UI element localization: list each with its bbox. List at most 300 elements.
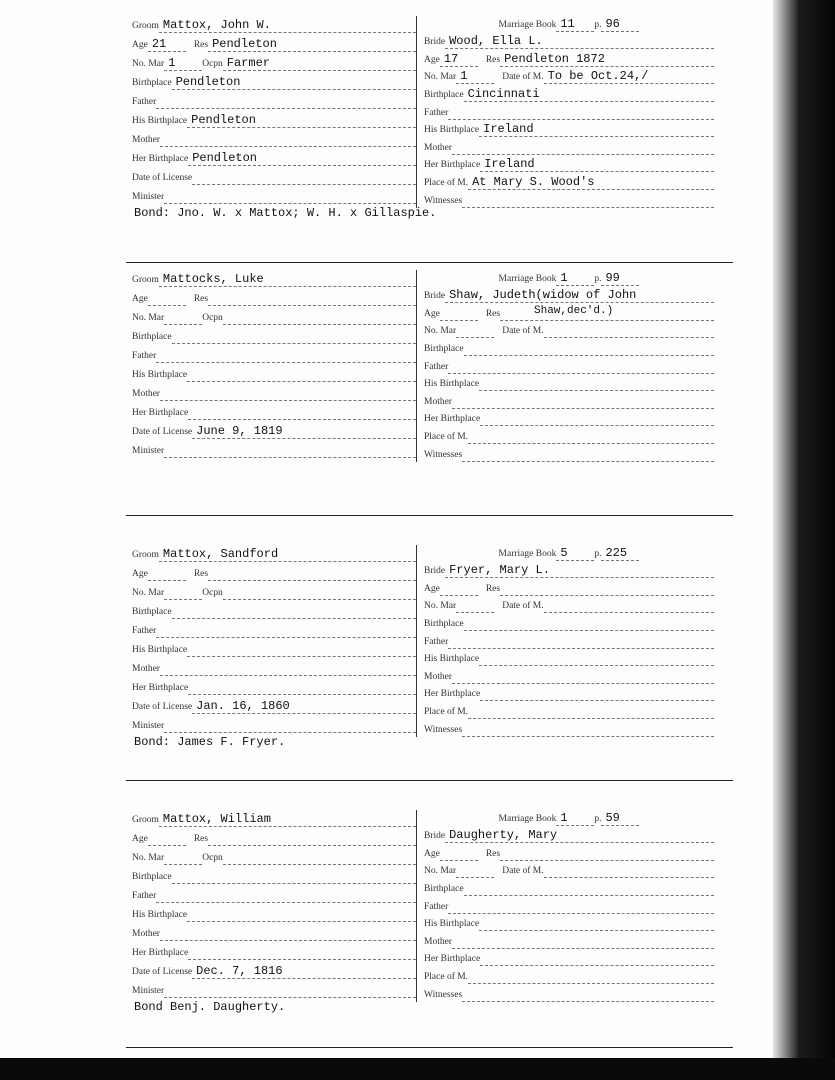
bride-age-label: Age: [424, 308, 440, 319]
bride-witnesses-row: [424, 444, 714, 462]
bride-birthplace-label: Birthplace: [424, 89, 464, 100]
bride-his-birthplace-value: [479, 390, 714, 391]
bride-his-birthplace-row: [424, 374, 714, 392]
groom-his-birthplace-row: [132, 109, 416, 128]
groom-row: [132, 268, 416, 287]
page-number-value: 99: [601, 272, 639, 286]
bride-age-value: [440, 595, 478, 596]
groom-birthplace-value: [172, 618, 416, 619]
bride-age-res-row: [424, 843, 714, 861]
bride-his-birthplace-value: [479, 665, 714, 666]
bride-his-birthplace-label: His Birthplace: [424, 379, 480, 390]
bride-value: Wood, Ella L.: [445, 35, 714, 49]
bride-witnesses-label: Witnesses: [424, 449, 463, 460]
bride-res-label: Res: [485, 848, 501, 859]
groom-no-mar-value: [164, 324, 202, 325]
bride-birthplace-label: Birthplace: [424, 618, 464, 629]
page-number-value: 225: [601, 547, 639, 561]
bride-father-value: [448, 373, 714, 374]
bride-no-mar-value: 1: [456, 70, 494, 84]
bride-date-of-m-value: [544, 877, 714, 878]
bride-age-label: Age: [424, 54, 440, 65]
groom-no-mar-label: No. Mar: [132, 313, 165, 323]
groom-ocpn-label: Ocpn: [202, 59, 223, 69]
marriage-book-value: 5: [556, 547, 594, 561]
groom-birthplace-value: [172, 883, 416, 884]
bride-label: Bride: [424, 37, 446, 48]
bride-father-value: [448, 648, 714, 649]
groom-minister-label: Minister: [132, 721, 165, 731]
bride-place-of-m-label: Place of M.: [424, 177, 469, 188]
groom-his-birthplace-value: [187, 656, 416, 657]
groom-date-of-license-value: June 9, 1819: [192, 425, 416, 439]
groom-date-of-license-row: [132, 420, 416, 439]
bride-row: [424, 561, 714, 579]
marriage-book-value: 11: [556, 18, 594, 32]
page-number-value: 96: [601, 18, 639, 32]
groom-her-birthplace-value: Pendleton: [188, 152, 416, 166]
page-number-label: p.: [594, 273, 602, 284]
bride-his-birthplace-label: His Birthplace: [424, 919, 480, 930]
bride-witnesses-label: Witnesses: [424, 195, 463, 206]
groom-age-label: Age: [132, 40, 148, 50]
bride-value: Shaw, Judeth(widow of John: [445, 289, 714, 303]
bride-mother-label: Mother: [424, 936, 452, 947]
groom-label: Groom: [132, 815, 159, 825]
scan-bottom-edge: [0, 1058, 835, 1080]
bride-date-of-m-label: Date of M.: [502, 866, 544, 877]
groom-age-res-row: [132, 33, 416, 52]
bride-date-of-m-value: [544, 612, 714, 613]
bride-row: [424, 286, 714, 304]
groom-ocpn-label: Ocpn: [202, 313, 223, 323]
groom-minister-label: Minister: [132, 192, 165, 202]
marriage-book-row: [424, 268, 714, 286]
groom-mar-ocpn-row: [132, 581, 416, 600]
bride-birthplace-value: [464, 895, 714, 896]
bride-place-of-m-label: Place of M.: [424, 706, 469, 717]
groom-mother-value: [160, 940, 416, 941]
bride-her-birthplace-label: Her Birthplace: [424, 160, 481, 171]
groom-his-birthplace-row: [132, 903, 416, 922]
groom-no-mar-label: No. Mar: [132, 853, 165, 863]
groom-res-value: [208, 580, 416, 581]
groom-birthplace-label: Birthplace: [132, 607, 172, 617]
bride-res-value: Pendleton 1872: [500, 53, 714, 67]
bride-mother-label: Mother: [424, 396, 452, 407]
bride-her-birthplace-value: [480, 965, 714, 966]
bride-date-of-m-label: Date of M.: [502, 326, 544, 337]
bride-birthplace-value: [464, 355, 714, 356]
bride-place-of-m-value: [468, 718, 714, 719]
page-number-value: 59: [601, 812, 639, 826]
bride-no-mar-label: No. Mar: [424, 326, 457, 337]
groom-her-birthplace-label: Her Birthplace: [132, 683, 189, 693]
bride-date-of-m-label: Date of M.: [502, 601, 544, 612]
groom-birthplace-label: Birthplace: [132, 78, 172, 88]
groom-date-of-license-value: Dec. 7, 1816: [192, 965, 416, 979]
bride-witnesses-value: [462, 207, 714, 208]
groom-no-mar-value: [164, 599, 202, 600]
groom-date-of-license-value: Jan. 16, 1860: [192, 700, 416, 714]
groom-section: [132, 543, 416, 733]
bride-name-continuation: Shaw,dec'd.): [534, 305, 614, 317]
bride-her-birthplace-label: Her Birthplace: [424, 414, 481, 425]
groom-mother-value: [160, 400, 416, 401]
bride-place-of-m-row: [424, 172, 714, 190]
groom-birthplace-row: [132, 71, 416, 90]
bride-her-birthplace-label: Her Birthplace: [424, 954, 481, 965]
bride-value: Daugherty, Mary: [445, 829, 714, 843]
marriage-book-value: 1: [556, 812, 594, 826]
groom-ocpn-value: [223, 324, 416, 325]
bride-his-birthplace-label: His Birthplace: [424, 125, 480, 136]
groom-mother-row: [132, 382, 416, 401]
marriage-record-card: [126, 543, 726, 753]
bride-label: Bride: [424, 831, 446, 842]
bride-witnesses-value: [462, 736, 714, 737]
page-number-label: p.: [594, 813, 602, 824]
bride-birthplace-value: [464, 630, 714, 631]
groom-mar-ocpn-row: [132, 306, 416, 325]
bride-no-mar-value: [456, 877, 494, 878]
bride-res-label: Res: [485, 583, 501, 594]
bride-res-label: Res: [485, 308, 501, 319]
groom-his-birthplace-value: [187, 381, 416, 382]
groom-ocpn-label: Ocpn: [202, 853, 223, 863]
groom-father-value: [156, 362, 416, 363]
groom-row: [132, 14, 416, 33]
groom-father-row: [132, 344, 416, 363]
groom-minister-value: [164, 457, 416, 458]
groom-birthplace-row: [132, 865, 416, 884]
card-separator-line: [126, 1047, 733, 1048]
groom-ocpn-label: Ocpn: [202, 588, 223, 598]
groom-her-birthplace-value: [188, 419, 416, 420]
bride-witnesses-label: Witnesses: [424, 724, 463, 735]
groom-his-birthplace-label: His Birthplace: [132, 910, 188, 920]
column-divider: [416, 545, 417, 737]
groom-label: Groom: [132, 21, 159, 31]
groom-father-label: Father: [132, 97, 157, 107]
bond-note: Bond: Jno. W. x Mattox; W. H. x Gillaspie.: [134, 206, 437, 220]
groom-mother-value: [160, 675, 416, 676]
bride-res-value: [500, 595, 714, 596]
bride-no-mar-value: [456, 612, 494, 613]
card-separator-line: [126, 262, 733, 263]
bride-label: Bride: [424, 291, 446, 302]
marriage-book-value: 1: [556, 272, 594, 286]
bride-res-value: [500, 860, 714, 861]
groom-minister-row: [132, 439, 416, 458]
bride-age-value: [440, 320, 478, 321]
bride-place-of-m-label: Place of M.: [424, 971, 469, 982]
bride-father-row: [424, 896, 714, 914]
groom-his-birthplace-row: [132, 363, 416, 382]
bride-mar-date-row: [424, 321, 714, 339]
bride-age-value: 17: [440, 53, 478, 67]
marriage-book-row: [424, 808, 714, 826]
groom-minister-row: [132, 979, 416, 998]
groom-minister-value: [164, 732, 416, 733]
bride-witnesses-label: Witnesses: [424, 989, 463, 1000]
bride-mother-row: [424, 391, 714, 409]
groom-her-birthplace-label: Her Birthplace: [132, 154, 189, 164]
bride-row: [424, 32, 714, 50]
bride-father-label: Father: [424, 107, 449, 118]
groom-res-value: [208, 845, 416, 846]
groom-mar-ocpn-row: [132, 52, 416, 71]
groom-date-of-license-label: Date of License: [132, 427, 193, 437]
groom-minister-label: Minister: [132, 446, 165, 456]
bride-age-label: Age: [424, 583, 440, 594]
groom-her-birthplace-label: Her Birthplace: [132, 408, 189, 418]
groom-mother-row: [132, 128, 416, 147]
groom-section: [132, 808, 416, 998]
groom-ocpn-value: [223, 599, 416, 600]
marriage-record-card: [126, 14, 726, 224]
groom-row: [132, 808, 416, 827]
groom-her-birthplace-row: [132, 941, 416, 960]
bride-mother-row: [424, 666, 714, 684]
bride-father-value: [448, 119, 714, 120]
groom-ocpn-value: Farmer: [223, 57, 416, 71]
groom-father-row: [132, 90, 416, 109]
column-divider: [416, 270, 417, 462]
groom-minister-row: [132, 714, 416, 733]
groom-value: Mattox, William: [159, 813, 416, 827]
bride-age-res-row: [424, 49, 714, 67]
groom-father-label: Father: [132, 626, 157, 636]
groom-label: Groom: [132, 275, 159, 285]
groom-age-label: Age: [132, 569, 148, 579]
bride-his-birthplace-row: [424, 120, 714, 138]
bride-date-of-m-label: Date of M.: [502, 72, 544, 83]
bride-his-birthplace-row: [424, 914, 714, 932]
groom-father-value: [156, 637, 416, 638]
bride-father-row: [424, 631, 714, 649]
groom-mother-row: [132, 922, 416, 941]
column-divider: [416, 810, 417, 1002]
bride-section: [424, 268, 714, 462]
groom-age-res-row: [132, 827, 416, 846]
bride-her-birthplace-row: [424, 409, 714, 427]
groom-date-of-license-label: Date of License: [132, 702, 193, 712]
groom-birthplace-label: Birthplace: [132, 872, 172, 882]
bride-place-of-m-row: [424, 701, 714, 719]
bride-no-mar-value: [456, 337, 494, 338]
bride-no-mar-label: No. Mar: [424, 72, 457, 83]
bride-birthplace-row: [424, 84, 714, 102]
groom-date-of-license-label: Date of License: [132, 173, 193, 183]
groom-section: [132, 268, 416, 458]
marriage-book-row: [424, 14, 714, 32]
bride-her-birthplace-row: [424, 949, 714, 967]
bond-note: Bond: James F. Fryer.: [134, 735, 286, 749]
groom-minister-row: [132, 185, 416, 204]
groom-his-birthplace-label: His Birthplace: [132, 370, 188, 380]
groom-her-birthplace-label: Her Birthplace: [132, 948, 189, 958]
groom-mother-label: Mother: [132, 664, 160, 674]
groom-mother-label: Mother: [132, 929, 160, 939]
groom-birthplace-row: [132, 600, 416, 619]
page-number-label: p.: [594, 548, 602, 559]
groom-mar-ocpn-row: [132, 846, 416, 865]
marriage-record-card: [126, 268, 726, 478]
bride-res-label: Res: [485, 54, 501, 65]
bride-her-birthplace-row: [424, 155, 714, 173]
groom-value: Mattox, Sandford: [159, 548, 416, 562]
groom-her-birthplace-value: [188, 959, 416, 960]
bride-mother-value: [452, 408, 714, 409]
bride-mar-date-row: [424, 861, 714, 879]
groom-birthplace-row: [132, 325, 416, 344]
bride-row: [424, 826, 714, 844]
groom-father-value: [156, 902, 416, 903]
bride-value: Fryer, Mary L.: [445, 564, 714, 578]
groom-res-label: Res: [193, 569, 209, 579]
marriage-book-row: [424, 543, 714, 561]
bride-place-of-m-row: [424, 966, 714, 984]
groom-her-birthplace-row: [132, 676, 416, 695]
groom-date-of-license-label: Date of License: [132, 967, 193, 977]
bride-place-of-m-value: At Mary S. Wood's: [468, 176, 714, 190]
groom-label: Groom: [132, 550, 159, 560]
bride-age-res-row: [424, 578, 714, 596]
groom-date-of-license-value: [192, 184, 416, 185]
bride-birthplace-label: Birthplace: [424, 343, 464, 354]
groom-his-birthplace-value: Pendleton: [187, 114, 416, 128]
bride-father-label: Father: [424, 636, 449, 647]
bride-res-value: [500, 320, 714, 321]
groom-minister-value: [164, 997, 416, 998]
bride-mother-value: [452, 948, 714, 949]
bride-age-value: [440, 860, 478, 861]
bride-section: [424, 543, 714, 737]
groom-minister-label: Minister: [132, 986, 165, 996]
groom-age-value: 21: [148, 38, 186, 52]
groom-age-value: [148, 305, 186, 306]
bride-witnesses-value: [462, 1001, 714, 1002]
groom-father-row: [132, 619, 416, 638]
groom-mother-label: Mother: [132, 135, 160, 145]
groom-res-label: Res: [193, 294, 209, 304]
groom-row: [132, 543, 416, 562]
groom-res-value: [208, 305, 416, 306]
bride-father-row: [424, 356, 714, 374]
bride-father-row: [424, 102, 714, 120]
bride-her-birthplace-value: Ireland: [480, 158, 714, 172]
bride-mother-label: Mother: [424, 671, 452, 682]
groom-res-value: Pendleton: [208, 38, 416, 52]
bride-witnesses-row: [424, 190, 714, 208]
bride-birthplace-row: [424, 338, 714, 356]
bride-father-label: Father: [424, 901, 449, 912]
bride-place-of-m-value: [468, 443, 714, 444]
bride-birthplace-label: Birthplace: [424, 883, 464, 894]
bride-mother-row: [424, 931, 714, 949]
page-number-label: p.: [594, 19, 602, 30]
groom-age-label: Age: [132, 834, 148, 844]
card-separator-line: [126, 515, 733, 516]
marriage-book-label: Marriage Book: [498, 548, 557, 559]
bride-mar-date-row: [424, 67, 714, 85]
groom-no-mar-label: No. Mar: [132, 588, 165, 598]
bride-date-of-m-value: To be Oct.24,/: [544, 70, 714, 84]
bride-witnesses-row: [424, 984, 714, 1002]
groom-age-value: [148, 580, 186, 581]
groom-birthplace-label: Birthplace: [132, 332, 172, 342]
groom-his-birthplace-label: His Birthplace: [132, 645, 188, 655]
bride-section: [424, 808, 714, 1002]
bride-father-label: Father: [424, 361, 449, 372]
groom-value: Mattocks, Luke: [159, 273, 416, 287]
groom-her-birthplace-row: [132, 401, 416, 420]
groom-mother-value: [160, 146, 416, 147]
groom-no-mar-value: 1: [164, 57, 202, 71]
groom-age-label: Age: [132, 294, 148, 304]
groom-birthplace-value: [172, 343, 416, 344]
bride-label: Bride: [424, 566, 446, 577]
groom-his-birthplace-value: [187, 921, 416, 922]
bride-mar-date-row: [424, 596, 714, 614]
bride-his-birthplace-label: His Birthplace: [424, 654, 480, 665]
bride-place-of-m-row: [424, 426, 714, 444]
groom-his-birthplace-row: [132, 638, 416, 657]
groom-his-birthplace-label: His Birthplace: [132, 116, 188, 126]
groom-father-row: [132, 884, 416, 903]
bride-birthplace-row: [424, 613, 714, 631]
bride-no-mar-label: No. Mar: [424, 601, 457, 612]
marriage-book-label: Marriage Book: [498, 813, 557, 824]
groom-section: [132, 14, 416, 204]
groom-res-label: Res: [193, 834, 209, 844]
groom-age-res-row: [132, 287, 416, 306]
groom-age-res-row: [132, 562, 416, 581]
groom-date-of-license-row: [132, 166, 416, 185]
groom-no-mar-label: No. Mar: [132, 59, 165, 69]
groom-ocpn-value: [223, 864, 416, 865]
bride-her-birthplace-row: [424, 684, 714, 702]
bride-father-value: [448, 913, 714, 914]
bride-mother-row: [424, 137, 714, 155]
groom-birthplace-value: Pendleton: [172, 76, 416, 90]
bride-mother-label: Mother: [424, 142, 452, 153]
bride-age-label: Age: [424, 848, 440, 859]
bride-witnesses-row: [424, 719, 714, 737]
groom-date-of-license-row: [132, 960, 416, 979]
bride-date-of-m-value: [544, 337, 714, 338]
bride-no-mar-label: No. Mar: [424, 866, 457, 877]
groom-mother-row: [132, 657, 416, 676]
groom-her-birthplace-value: [188, 694, 416, 695]
bride-mother-value: [452, 683, 714, 684]
bride-birthplace-row: [424, 878, 714, 896]
groom-no-mar-value: [164, 864, 202, 865]
marriage-book-label: Marriage Book: [498, 19, 557, 30]
bride-witnesses-value: [462, 461, 714, 462]
groom-father-label: Father: [132, 891, 157, 901]
column-divider: [416, 16, 417, 208]
card-separator-line: [126, 780, 733, 781]
groom-value: Mattox, John W.: [159, 19, 416, 33]
marriage-book-label: Marriage Book: [498, 273, 557, 284]
groom-age-value: [148, 845, 186, 846]
groom-father-value: [156, 108, 416, 109]
groom-res-label: Res: [193, 40, 209, 50]
bride-place-of-m-label: Place of M.: [424, 431, 469, 442]
bride-place-of-m-value: [468, 983, 714, 984]
